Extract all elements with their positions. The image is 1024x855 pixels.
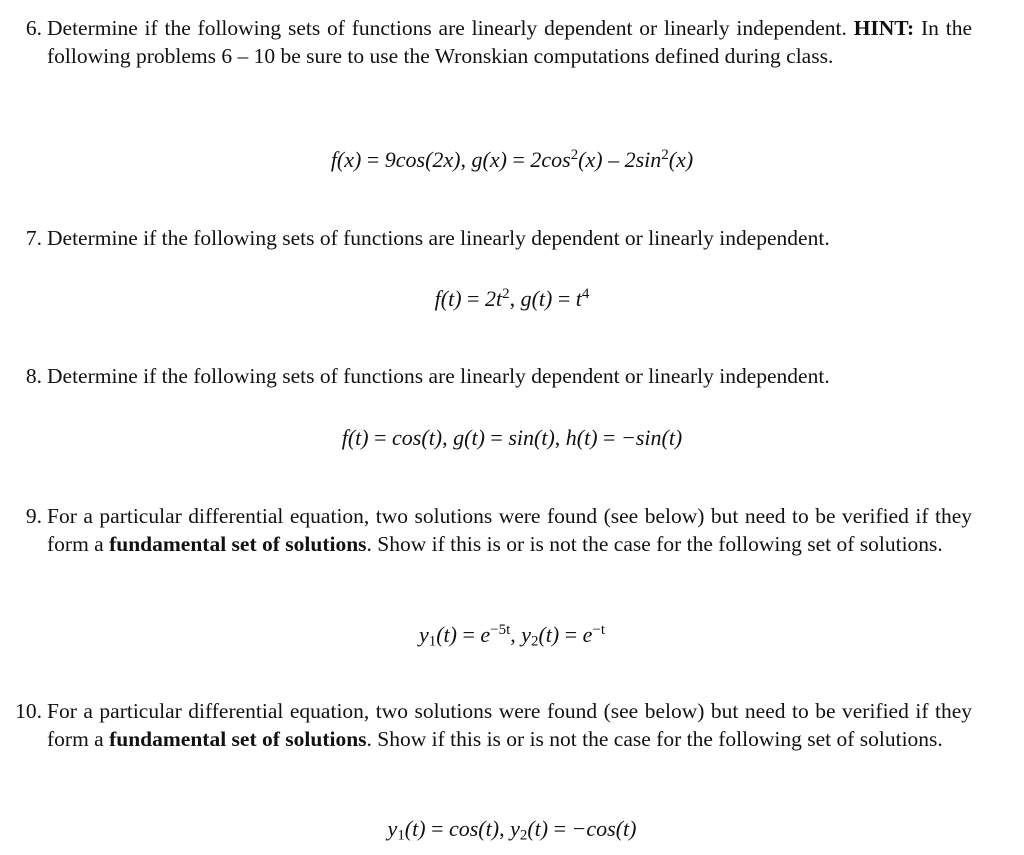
eq-y1-base: y	[418, 622, 429, 647]
eq-y1-base: y	[387, 816, 398, 841]
problem-number: 10.	[15, 699, 42, 723]
eq-g-lhs: g(t)	[453, 425, 485, 450]
problem-statement-end: . Show if this is or is not the case for the following set of solutions.	[366, 727, 943, 751]
eq-y1-rhs: cos(t)	[448, 816, 500, 841]
eq-f-rhs: cos(t)	[392, 425, 443, 450]
eq-g-rhs-b: (x) – 2sin	[578, 147, 662, 172]
problem-number: 7.	[25, 226, 42, 250]
problem-number: 6.	[25, 16, 42, 40]
eq-y2-base: y	[510, 816, 520, 841]
eq-y2-sub: 2	[531, 633, 539, 650]
problem-number: 9.	[25, 504, 42, 528]
eq-f-lhs: f(t)	[341, 425, 369, 450]
eq-g-lhs: g(x)	[471, 147, 507, 172]
eq-h-lhs: h(t)	[565, 425, 598, 450]
problem-text	[47, 697, 972, 753]
eq-y1-sub: 1	[428, 633, 437, 650]
problem-statement-end: . Show if this is or is not the case for the following set of solutions.	[366, 532, 943, 556]
eq-y2-rhs: −cos(t)	[571, 816, 637, 841]
eq-f-lhs: f(t)	[434, 286, 462, 311]
eq-g-base: t	[575, 286, 582, 311]
equation-9: $y_1(t) = e^{-5t}$, $y_2(t) = e^{-t}$	[418, 621, 606, 650]
equation-6: f(x) = 9cos(2x), $g(x) = 2\cos^2(x) - 2\sin^2(x)$	[330, 146, 694, 172]
eq-y2-arg: (t)	[538, 622, 560, 647]
problem-number: 8.	[25, 364, 42, 388]
eq-y2-rhs-exp: −t	[592, 621, 606, 638]
eq-f-exp: 2	[502, 285, 510, 302]
eq-f-lhs: f(x)	[330, 147, 362, 172]
eq-f-rhs: 9cos(2x)	[384, 147, 461, 172]
problem-statement: Determine if the following sets of functions are linearly dependent or linearly independent.	[47, 16, 847, 40]
bold-term: fundamental set of solutions	[109, 532, 367, 556]
equation-10: $y_1(t) = \cos(t)$, $y_2(t) = -\cos(t)$	[387, 816, 637, 844]
eq-y2-arg: (t)	[527, 816, 549, 841]
equation-8: f(t) = cos(t), g(t) = sin(t), h(t) = −sin(t)	[341, 425, 683, 450]
eq-exp-1: 2	[570, 146, 579, 163]
eq-y2-rhs-base: e	[582, 622, 593, 647]
hint-text: In the following problems 6 – 10 be sure to use the Wronskian computations defined during class.	[47, 16, 973, 68]
eq-g-exp: 4	[581, 285, 590, 302]
problem-statement: For a particular differential equation, two solutions were found (see below) but need to be verified if they form a	[47, 699, 972, 751]
problem-text: Determine if the following sets of functions are linearly dependent or linearly independent.	[47, 226, 830, 250]
eq-g-rhs-c: (x)	[668, 147, 694, 172]
eq-g-rhs: sin(t)	[508, 425, 555, 450]
eq-y1-sub: 1	[397, 827, 405, 844]
eq-y1-arg: (t)	[404, 816, 426, 841]
hint-label: HINT:	[853, 16, 915, 40]
eq-exp-2: 2	[661, 146, 669, 163]
eq-y2-sub: 2	[519, 827, 528, 844]
eq-g-rhs-a: 2cos	[530, 147, 571, 172]
eq-f-coef: 2t	[484, 286, 503, 311]
eq-h-rhs: −sin(t)	[620, 425, 683, 450]
eq-y2-base: y	[521, 622, 531, 647]
eq-g-lhs: g(t)	[520, 286, 553, 311]
bold-term: fundamental set of solutions	[109, 727, 367, 751]
problem-statement: For a particular differential equation, two solutions were found (see below) but need to be verified if they form a	[47, 504, 972, 556]
problem-text: Determine if the following sets of functions are linearly dependent or linearly independent.	[47, 364, 830, 388]
problem-text	[47, 14, 972, 70]
equation-7: $f(t) = 2t^2$, $g(t) = t^4$	[434, 285, 590, 311]
eq-y1-rhs-exp: −5t	[490, 621, 511, 638]
eq-y1-arg: (t)	[436, 622, 457, 647]
eq-y1-rhs-base: e	[480, 622, 491, 647]
problem-text	[47, 502, 972, 558]
